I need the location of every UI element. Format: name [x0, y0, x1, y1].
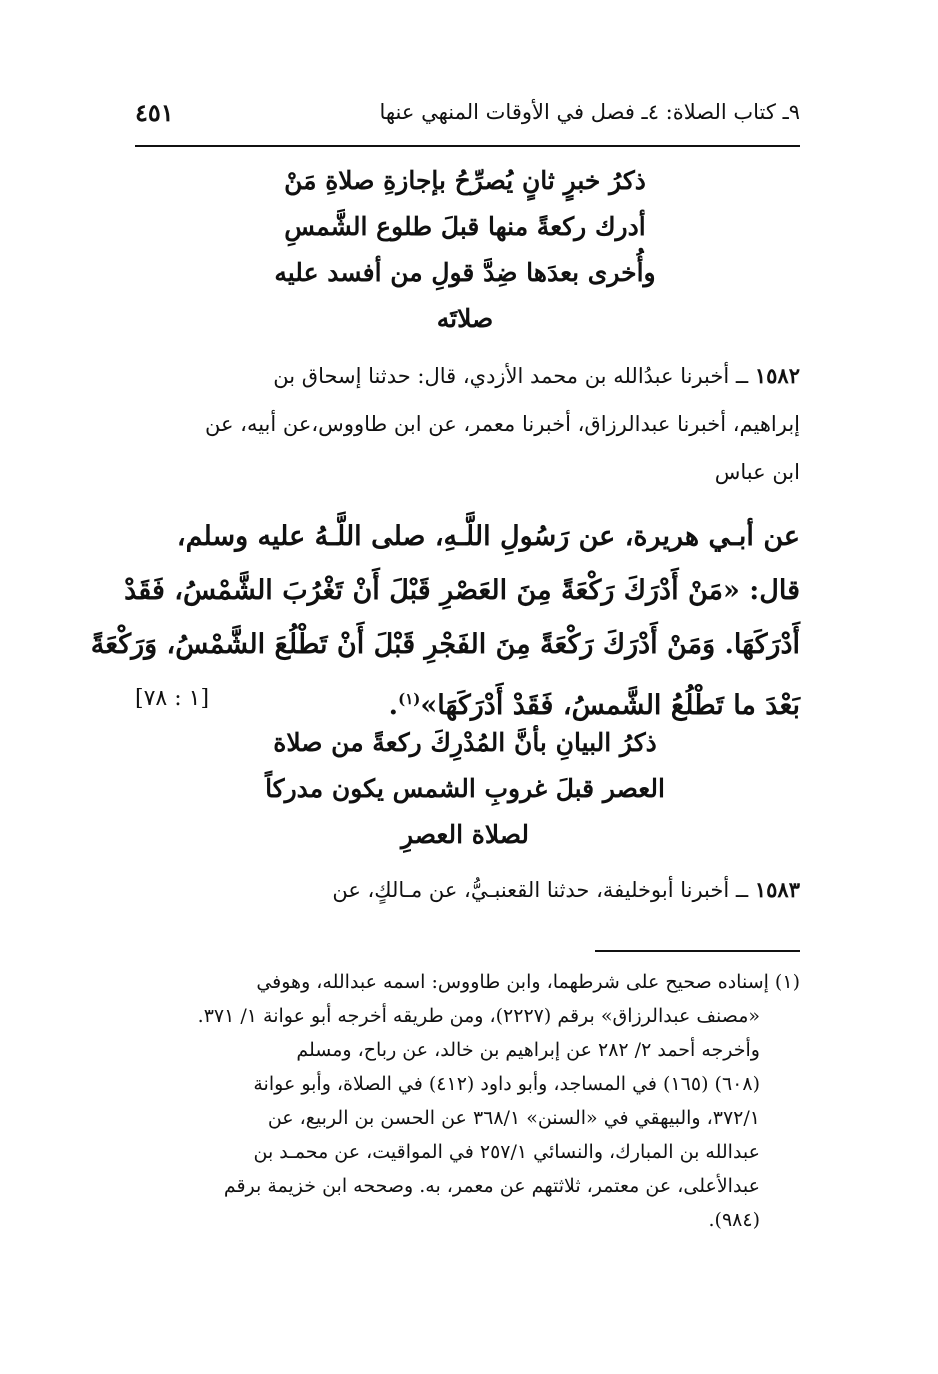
- footnote-rule: [595, 950, 800, 952]
- matn-period: .: [388, 690, 399, 721]
- matn-line: عن أبـي هريرة، عن رَسُولِ اللَّـهِ، صلى اللَّـهُ عليه وسلم،: [176, 521, 800, 552]
- hadith-matn: [90, 510, 800, 733]
- footnote-line: وأخرجه أحمد ٢/ ٢٨٢ عن إبراهيم بن خالد، عن رباح، ومسلم: [296, 1039, 760, 1061]
- header-rule: [135, 145, 800, 147]
- chapter-heading-1: [230, 158, 700, 342]
- chapter-heading-2: [230, 720, 700, 858]
- heading-line: صلاتَه: [436, 304, 494, 333]
- hadith-1583-chain: [135, 866, 800, 914]
- footnote-line: ٣٧٢/١، والبيهقي في «السنن» ٣٦٨/١ عن الحسن بن الربيع، عن: [267, 1107, 760, 1129]
- heading-line: وأُخرى بعدَها ضِدَّ قولِ من أفسد عليه: [274, 258, 656, 287]
- footnote-marker: (١): [398, 690, 421, 708]
- chain-line: إبراهيم، أخبرنا عبدالرزاق، أخبرنا معمر، عن ابن طاووس،عن أبيه، عن: [204, 412, 800, 436]
- footnote-line: عبدالله بن المبارك، والنسائي ٢٥٧/١ في المواقيت، عن محمـد بن: [253, 1141, 760, 1163]
- running-title: ٩ـ كتاب الصلاة: ٤ـ فصل في الأوقات المنهي عنها: [379, 100, 800, 124]
- hadith-number: ١٥٨٣: [754, 877, 800, 902]
- matn-text: بَعْدَ ما تَطْلُعُ الشَّمسُ، فَقَدْ أَدْرَكَهَا»: [420, 690, 800, 721]
- heading-line: أدرك ركعةً منها قبلَ طلوع الشَّمسِ: [284, 212, 646, 241]
- page-header: [135, 92, 800, 132]
- heading-line: لصلاة العصرِ: [400, 820, 530, 849]
- chain-line: [135, 866, 800, 914]
- footnote-line: (٦٠٨) (١٦٥) في المساجد، وأبو داود (٤١٢) في الصلاة، وأبو عوانة: [253, 1073, 760, 1095]
- footnote: [135, 965, 800, 1237]
- heading-line: ذكرُ خبرٍ ثانٍ يُصرِّحُ بإجازةِ صلاةِ مَنْ: [284, 166, 646, 195]
- matn-reference: [١ : ٧٨]: [135, 686, 210, 711]
- chain-line: [135, 352, 800, 400]
- heading-line: العصر قبلَ غروبِ الشمس يكون مدركاً: [265, 774, 665, 803]
- matn-line: أَدْرَكَهَا. وَمَنْ أَدْرَكَ رَكْعَةً مِنَ الفَجْرِ قَبْلَ أَنْ تَطْلُعَ الشَّمْسُ، وَرَكْعَةً: [90, 629, 800, 660]
- chain-text: ــ أخبرنا عبدُالله بن محمد الأزدي، قال: حدثنا إسحاق بن: [273, 364, 749, 388]
- matn-line: قال: «مَنْ أَدْرَكَ رَكْعَةً مِنَ العَصْرِ قَبْلَ أَنْ تَغْرُبَ الشَّمْسُ، فَقَدْ: [124, 575, 800, 606]
- page-number: ٤٥١: [135, 97, 174, 127]
- chain-text: ــ أخبرنا أبوخليفة، حدثنا القعنبـيُّ، عن مـالكٍ، عن: [332, 878, 749, 902]
- heading-line: ذكرُ البيانِ بأنَّ المُدْرِكَ ركعةً من صلاة: [273, 728, 657, 757]
- footnote-line: (٩٨٤).: [708, 1209, 760, 1231]
- hadith-number: ١٥٨٢: [754, 363, 800, 388]
- hadith-1582-chain: [135, 352, 800, 496]
- footnote-line: عبدالأعلى، عن معتمر، ثلاثتهم عن معمر، به. وصححه ابن خزيمة برقم: [223, 1175, 760, 1197]
- footnote-line: (١) إسناده صحيح على شرطهما، وابن طاووس: اسمه عبدالله، وهوفي: [256, 971, 800, 993]
- chain-line: ابن عباس: [714, 460, 800, 484]
- footnote-line: «مصنف عبدالرزاق» برقم (٢٢٢٧)، ومن طريقه أخرجه أبو عوانة ١/ ٣٧١.: [197, 1005, 760, 1027]
